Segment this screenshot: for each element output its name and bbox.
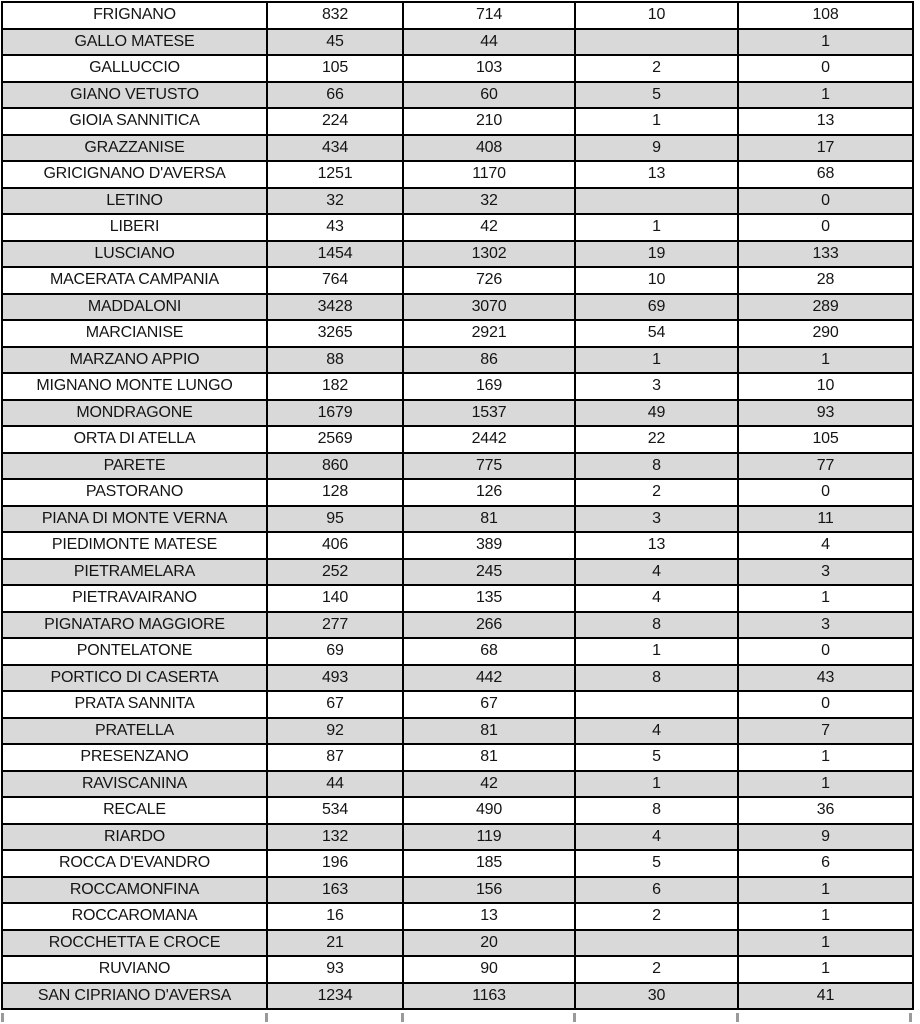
table-row — [2, 903, 913, 930]
cell-value-2: 3070 — [403, 294, 575, 321]
cell-value-3: 54 — [575, 320, 738, 347]
cell-value-1: 224 — [267, 108, 403, 135]
cell-value-2: 210 — [403, 108, 575, 135]
table-row — [2, 638, 913, 665]
cell-municipality: MACERATA CAMPANIA — [2, 267, 267, 294]
cell-value-2: 90 — [403, 956, 575, 983]
table-row — [2, 877, 913, 904]
cell-value-4: 0 — [738, 638, 913, 665]
table-row — [2, 2, 913, 29]
cell-value-2: 68 — [403, 638, 575, 665]
cell-value-3: 19 — [575, 241, 738, 268]
cell-municipality: PONTELATONE — [2, 638, 267, 665]
cell-value-1: 493 — [267, 665, 403, 692]
cell-value-3: 2 — [575, 956, 738, 983]
cell-value-4: 13 — [738, 108, 913, 135]
cell-value-4: 11 — [738, 506, 913, 533]
table-body — [2, 2, 913, 1009]
cell-value-2: 490 — [403, 797, 575, 824]
cell-value-3: 22 — [575, 426, 738, 453]
cell-value-1: 2569 — [267, 426, 403, 453]
cell-value-1: 44 — [267, 771, 403, 798]
cell-value-2: 185 — [403, 850, 575, 877]
cell-municipality: GALLO MATESE — [2, 29, 267, 56]
cell-value-1: 764 — [267, 267, 403, 294]
cell-value-4: 77 — [738, 453, 913, 480]
table-row — [2, 691, 913, 718]
cell-municipality: SAN CIPRIANO D'AVERSA — [2, 983, 267, 1010]
table-row — [2, 400, 913, 427]
table-row — [2, 585, 913, 612]
cell-value-3: 10 — [575, 267, 738, 294]
cell-municipality: ROCCHETTA E CROCE — [2, 930, 267, 957]
cell-municipality: PIETRAVAIRANO — [2, 585, 267, 612]
cell-value-1: 434 — [267, 135, 403, 162]
cell-value-3: 5 — [575, 744, 738, 771]
cell-value-1: 252 — [267, 559, 403, 586]
cell-value-2: 60 — [403, 82, 575, 109]
cell-value-3: 1 — [575, 214, 738, 241]
cell-value-1: 163 — [267, 877, 403, 904]
cell-municipality: GRICIGNANO D'AVERSA — [2, 161, 267, 188]
cell-value-2: 42 — [403, 771, 575, 798]
cell-value-1: 95 — [267, 506, 403, 533]
cell-value-2: 2442 — [403, 426, 575, 453]
cell-value-4: 3 — [738, 612, 913, 639]
cell-value-3: 49 — [575, 400, 738, 427]
cell-value-4: 9 — [738, 824, 913, 851]
cell-value-1: 93 — [267, 956, 403, 983]
cell-value-1: 92 — [267, 718, 403, 745]
cell-value-2: 1302 — [403, 241, 575, 268]
cell-value-2: 86 — [403, 347, 575, 374]
cell-value-3: 1 — [575, 347, 738, 374]
cell-value-4: 3 — [738, 559, 913, 586]
border-stub — [265, 1013, 268, 1022]
table-row — [2, 797, 913, 824]
cell-municipality: ROCCAROMANA — [2, 903, 267, 930]
cropped-next-row-borders — [0, 1013, 920, 1023]
cell-value-2: 119 — [403, 824, 575, 851]
cell-municipality: RAVISCANINA — [2, 771, 267, 798]
cell-value-3: 5 — [575, 850, 738, 877]
border-stub — [909, 1013, 912, 1022]
cell-value-4: 1 — [738, 771, 913, 798]
cell-value-2: 13 — [403, 903, 575, 930]
cell-value-1: 832 — [267, 2, 403, 29]
table-row — [2, 983, 913, 1010]
cell-value-1: 132 — [267, 824, 403, 851]
cell-value-4: 1 — [738, 29, 913, 56]
cell-value-2: 81 — [403, 744, 575, 771]
cell-municipality: PRESENZANO — [2, 744, 267, 771]
table-row — [2, 320, 913, 347]
cell-value-1: 21 — [267, 930, 403, 957]
cell-value-4: 1 — [738, 903, 913, 930]
cell-value-3: 3 — [575, 506, 738, 533]
cell-value-4: 133 — [738, 241, 913, 268]
cell-value-4: 1 — [738, 744, 913, 771]
cell-value-3: 6 — [575, 877, 738, 904]
border-stub — [1, 1013, 4, 1022]
cell-value-3: 3 — [575, 373, 738, 400]
cell-value-4: 105 — [738, 426, 913, 453]
cell-value-3: 8 — [575, 665, 738, 692]
cell-value-3: 8 — [575, 797, 738, 824]
cell-value-4: 0 — [738, 55, 913, 82]
cell-value-1: 140 — [267, 585, 403, 612]
cell-municipality: MIGNANO MONTE LUNGO — [2, 373, 267, 400]
cell-value-1: 32 — [267, 188, 403, 215]
cell-municipality: PIANA DI MONTE VERNA — [2, 506, 267, 533]
table-row — [2, 267, 913, 294]
cell-municipality: PRATA SANNITA — [2, 691, 267, 718]
cell-value-1: 3265 — [267, 320, 403, 347]
cell-value-3 — [575, 930, 738, 957]
cell-value-4: 6 — [738, 850, 913, 877]
table-row — [2, 744, 913, 771]
cell-value-3 — [575, 188, 738, 215]
cell-value-4: 1 — [738, 82, 913, 109]
border-stub — [401, 1013, 404, 1022]
cell-value-4: 1 — [738, 930, 913, 957]
cell-value-3: 2 — [575, 903, 738, 930]
table-row — [2, 29, 913, 56]
cell-value-2: 67 — [403, 691, 575, 718]
cell-value-1: 406 — [267, 532, 403, 559]
table-row — [2, 214, 913, 241]
cell-value-3: 4 — [575, 718, 738, 745]
cell-value-3: 4 — [575, 559, 738, 586]
cell-municipality: MADDALONI — [2, 294, 267, 321]
table-row — [2, 188, 913, 215]
cell-value-1: 534 — [267, 797, 403, 824]
cell-municipality: RECALE — [2, 797, 267, 824]
cell-municipality: PIEDIMONTE MATESE — [2, 532, 267, 559]
table-row — [2, 771, 913, 798]
cell-value-2: 266 — [403, 612, 575, 639]
cell-municipality: MARZANO APPIO — [2, 347, 267, 374]
table-row — [2, 612, 913, 639]
cell-value-3: 1 — [575, 771, 738, 798]
cell-value-4: 108 — [738, 2, 913, 29]
cell-value-2: 775 — [403, 453, 575, 480]
cell-value-4: 68 — [738, 161, 913, 188]
cell-value-3: 8 — [575, 612, 738, 639]
cell-value-1: 1234 — [267, 983, 403, 1010]
cell-municipality: RUVIANO — [2, 956, 267, 983]
cell-municipality: LETINO — [2, 188, 267, 215]
cell-value-4: 43 — [738, 665, 913, 692]
cell-municipality: GALLUCCIO — [2, 55, 267, 82]
cell-value-4: 1 — [738, 877, 913, 904]
cell-value-2: 389 — [403, 532, 575, 559]
cell-value-3 — [575, 691, 738, 718]
cell-value-2: 726 — [403, 267, 575, 294]
cell-value-4: 41 — [738, 983, 913, 1010]
cell-value-4: 289 — [738, 294, 913, 321]
cell-value-1: 88 — [267, 347, 403, 374]
cell-value-2: 1170 — [403, 161, 575, 188]
cell-municipality: ORTA DI ATELLA — [2, 426, 267, 453]
cell-value-1: 860 — [267, 453, 403, 480]
cell-municipality: MONDRAGONE — [2, 400, 267, 427]
cell-value-2: 408 — [403, 135, 575, 162]
cell-value-2: 103 — [403, 55, 575, 82]
cell-municipality: FRIGNANO — [2, 2, 267, 29]
cell-value-1: 128 — [267, 479, 403, 506]
table-row — [2, 532, 913, 559]
cell-value-2: 20 — [403, 930, 575, 957]
cell-value-3: 9 — [575, 135, 738, 162]
border-stub — [736, 1013, 739, 1022]
cell-value-1: 3428 — [267, 294, 403, 321]
cell-value-4: 93 — [738, 400, 913, 427]
cell-value-1: 1251 — [267, 161, 403, 188]
cell-municipality: PASTORANO — [2, 479, 267, 506]
cell-municipality: ROCCA D'EVANDRO — [2, 850, 267, 877]
cell-value-2: 245 — [403, 559, 575, 586]
cell-value-1: 67 — [267, 691, 403, 718]
cell-municipality: RIARDO — [2, 824, 267, 851]
cell-value-3: 8 — [575, 453, 738, 480]
table-row — [2, 55, 913, 82]
cell-municipality: LIBERI — [2, 214, 267, 241]
table-row — [2, 373, 913, 400]
table-row — [2, 930, 913, 957]
table-row — [2, 108, 913, 135]
cell-municipality: ROCCAMONFINA — [2, 877, 267, 904]
cell-value-1: 66 — [267, 82, 403, 109]
cell-value-2: 442 — [403, 665, 575, 692]
cell-value-4: 0 — [738, 691, 913, 718]
cell-value-1: 16 — [267, 903, 403, 930]
cell-value-1: 87 — [267, 744, 403, 771]
cell-value-1: 196 — [267, 850, 403, 877]
cell-value-1: 69 — [267, 638, 403, 665]
cell-value-3: 5 — [575, 82, 738, 109]
cell-municipality: MARCIANISE — [2, 320, 267, 347]
cell-municipality: LUSCIANO — [2, 241, 267, 268]
cell-municipality: PRATELLA — [2, 718, 267, 745]
cell-municipality: PIGNATARO MAGGIORE — [2, 612, 267, 639]
cell-value-3: 2 — [575, 479, 738, 506]
cell-value-4: 0 — [738, 214, 913, 241]
cell-value-4: 1 — [738, 585, 913, 612]
table-row — [2, 241, 913, 268]
cell-value-4: 17 — [738, 135, 913, 162]
cell-value-2: 126 — [403, 479, 575, 506]
cell-value-4: 1 — [738, 956, 913, 983]
cell-value-1: 182 — [267, 373, 403, 400]
table-row — [2, 135, 913, 162]
cell-value-2: 2921 — [403, 320, 575, 347]
cell-value-3: 30 — [575, 983, 738, 1010]
cell-value-1: 105 — [267, 55, 403, 82]
cell-value-4: 0 — [738, 479, 913, 506]
cell-value-3: 1 — [575, 108, 738, 135]
cell-value-2: 32 — [403, 188, 575, 215]
cell-value-4: 290 — [738, 320, 913, 347]
table-row — [2, 718, 913, 745]
cell-value-3: 13 — [575, 532, 738, 559]
cell-municipality: GIANO VETUSTO — [2, 82, 267, 109]
cell-value-4: 0 — [738, 188, 913, 215]
table-row — [2, 294, 913, 321]
cell-value-2: 42 — [403, 214, 575, 241]
cell-value-4: 1 — [738, 347, 913, 374]
table-row — [2, 479, 913, 506]
cell-value-2: 81 — [403, 718, 575, 745]
cell-value-3: 2 — [575, 55, 738, 82]
table-row — [2, 665, 913, 692]
cell-value-3 — [575, 29, 738, 56]
cell-value-1: 277 — [267, 612, 403, 639]
cell-value-2: 1537 — [403, 400, 575, 427]
cell-municipality: PIETRAMELARA — [2, 559, 267, 586]
cell-value-4: 7 — [738, 718, 913, 745]
cell-value-1: 45 — [267, 29, 403, 56]
cell-value-3: 13 — [575, 161, 738, 188]
cell-value-2: 714 — [403, 2, 575, 29]
cell-value-3: 4 — [575, 585, 738, 612]
cell-value-2: 44 — [403, 29, 575, 56]
cell-municipality: GRAZZANISE — [2, 135, 267, 162]
cell-value-2: 1163 — [403, 983, 575, 1010]
table-row — [2, 82, 913, 109]
cell-value-3: 69 — [575, 294, 738, 321]
table-row — [2, 956, 913, 983]
cell-municipality: PARETE — [2, 453, 267, 480]
table-row — [2, 506, 913, 533]
cell-value-1: 1679 — [267, 400, 403, 427]
cell-value-2: 169 — [403, 373, 575, 400]
cell-municipality: PORTICO DI CASERTA — [2, 665, 267, 692]
cell-municipality: GIOIA SANNITICA — [2, 108, 267, 135]
table-row — [2, 426, 913, 453]
cell-value-4: 36 — [738, 797, 913, 824]
cell-value-1: 1454 — [267, 241, 403, 268]
cell-value-3: 10 — [575, 2, 738, 29]
table-row — [2, 453, 913, 480]
table-row — [2, 559, 913, 586]
cell-value-3: 1 — [575, 638, 738, 665]
municipality-table — [1, 1, 914, 1010]
table-row — [2, 824, 913, 851]
cell-value-2: 81 — [403, 506, 575, 533]
cell-value-2: 135 — [403, 585, 575, 612]
cell-value-2: 156 — [403, 877, 575, 904]
table-row — [2, 347, 913, 374]
border-stub — [573, 1013, 576, 1022]
cell-value-4: 4 — [738, 532, 913, 559]
cell-value-4: 28 — [738, 267, 913, 294]
table-row — [2, 850, 913, 877]
cell-value-3: 4 — [575, 824, 738, 851]
cell-value-4: 10 — [738, 373, 913, 400]
cell-value-1: 43 — [267, 214, 403, 241]
table-row — [2, 161, 913, 188]
